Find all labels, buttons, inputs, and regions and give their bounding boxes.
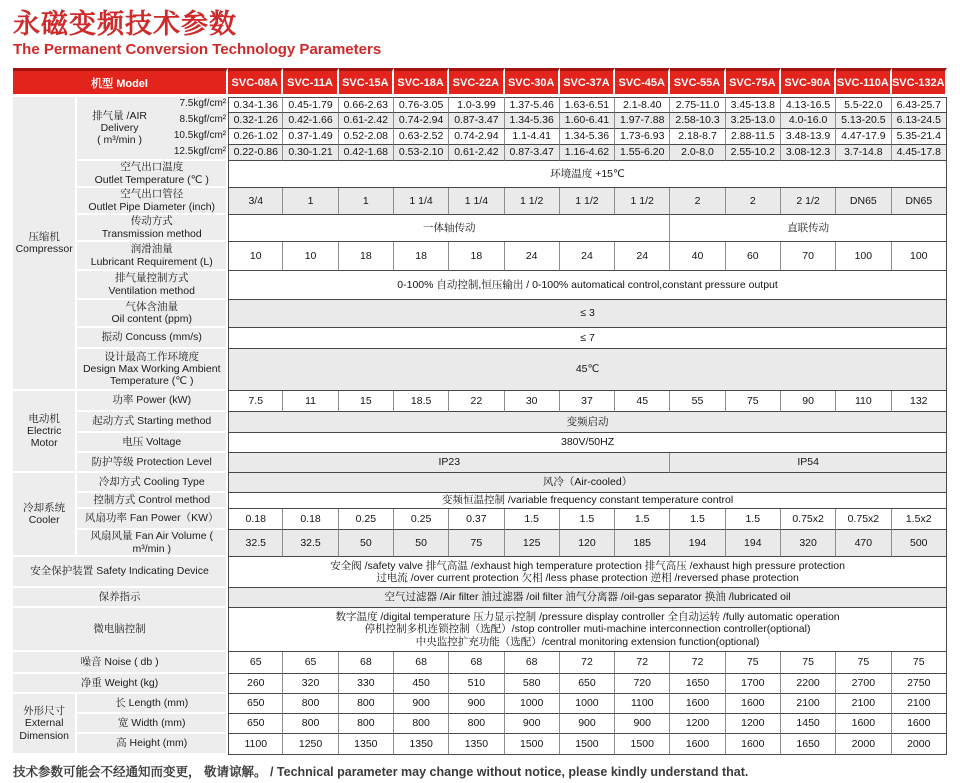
model-header-cell: 机型 Model <box>13 68 228 97</box>
table-row <box>13 271 947 300</box>
value-cell-height: 1500 <box>505 734 560 755</box>
table-row <box>13 215 947 242</box>
value-cell-starting: 变频启动 <box>228 412 947 433</box>
group-label-dimension: 外形尺寸 External Dimension <box>13 694 77 755</box>
value-cell-power: 11 <box>283 391 338 412</box>
value-cell-length: 900 <box>394 694 449 714</box>
value-cell-fan_power: 0.18 <box>283 509 338 530</box>
value-cell-lubricant: 24 <box>560 242 615 271</box>
value-cell-air3: 2.0-8.0 <box>670 145 725 161</box>
value-cell-air2: 0.37-1.49 <box>283 129 338 145</box>
model-header: SVC-132A <box>892 68 948 97</box>
value-cell-pipe: 1 1/2 <box>505 188 560 215</box>
table-row <box>13 412 947 433</box>
value-cell-pipe: DN65 <box>836 188 891 215</box>
value-cell-power: 18.5 <box>394 391 449 412</box>
value-cell-pipe: 3/4 <box>228 188 283 215</box>
value-cell-length: 1100 <box>615 694 670 714</box>
group-label-compressor: 压缩机 Compressor <box>13 97 77 391</box>
value-cell-width: 800 <box>449 714 504 734</box>
value-cell-width: 800 <box>339 714 394 734</box>
value-cell-fan_power: 1.5 <box>615 509 670 530</box>
value-cell-pipe: 1 <box>283 188 338 215</box>
value-cell-air2: 1.73-6.93 <box>615 129 670 145</box>
value-cell-air3: 0.42-1.68 <box>339 145 394 161</box>
value-cell-air3: 1.55-6.20 <box>615 145 670 161</box>
value-cell-weight: 2700 <box>836 674 891 694</box>
model-header: SVC-110A <box>836 68 891 97</box>
value-cell-air0: 4.13-16.5 <box>781 97 836 113</box>
value-cell-air2: 0.26-1.02 <box>228 129 283 145</box>
value-cell-noise: 68 <box>449 652 504 674</box>
value-cell-micro: 数字温度 /digital temperature 压力显示控制 /pressure display controller 全自动运转 /fully automatic operation 停机控制多机连锁控制（选配）/stop controller muti-machine interconnection controller(optional) 中央监控扩充功能（选配）/central monitoring extension function(optional) <box>228 608 947 652</box>
value-cell-noise: 72 <box>560 652 615 674</box>
value-cell-fan_volume: 75 <box>449 530 504 557</box>
value-cell-air3: 0.61-2.42 <box>449 145 504 161</box>
table-row <box>13 652 947 674</box>
value-cell-lubricant: 70 <box>781 242 836 271</box>
value-cell-width: 1450 <box>781 714 836 734</box>
value-cell-air3: 0.87-3.47 <box>505 145 560 161</box>
page-title: 永磁变频技术参数 <box>13 9 237 39</box>
value-cell-fan_volume: 194 <box>726 530 781 557</box>
value-cell-height: 1600 <box>726 734 781 755</box>
model-header: SVC-37A <box>560 68 615 97</box>
value-cell-length: 2100 <box>781 694 836 714</box>
value-cell-air0: 2.1-8.40 <box>615 97 670 113</box>
value-cell-air0: 0.34-1.36 <box>228 97 283 113</box>
value-cell-noise: 75 <box>781 652 836 674</box>
row-label-fan_volume: 风扇风量 Fan Air Volume ( m³/min ) <box>77 530 228 557</box>
model-header: SVC-90A <box>781 68 836 97</box>
value-cell-power: 75 <box>726 391 781 412</box>
table-row <box>13 473 947 493</box>
value-cell-air2: 0.74-2.94 <box>449 129 504 145</box>
row-label-safety: 安全保护装置 Safety Indicating Device <box>13 557 228 588</box>
value-cell-pipe: 1 1/2 <box>615 188 670 215</box>
table-row <box>13 530 947 557</box>
value-cell-air0: 0.76-3.05 <box>394 97 449 113</box>
value-cell-fan_power: 1.5 <box>726 509 781 530</box>
value-cell-protection: IP23 <box>228 453 670 473</box>
value-cell-pipe: 1 1/4 <box>449 188 504 215</box>
group-label-cooler: 冷却系统 Cooler <box>13 473 77 557</box>
row-label-air-delivery: 排气量 /AIR Delivery ( m³/min ) <box>77 97 163 161</box>
value-cell-air3: 0.30-1.21 <box>283 145 338 161</box>
value-cell-height: 1650 <box>781 734 836 755</box>
value-cell-air2: 2.88-11.5 <box>726 129 781 145</box>
value-cell-air2: 0.52-2.08 <box>339 129 394 145</box>
value-cell-height: 2000 <box>836 734 891 755</box>
value-cell-height: 1500 <box>615 734 670 755</box>
value-cell-air0: 6.43-25.7 <box>892 97 948 113</box>
value-cell-weight: 2750 <box>892 674 948 694</box>
value-cell-weight: 260 <box>228 674 283 694</box>
value-cell-air1: 0.42-1.66 <box>283 113 338 129</box>
row-label-oil: 气体含油量 Oil content (ppm) <box>77 300 228 328</box>
value-cell-lubricant: 10 <box>283 242 338 271</box>
value-cell-noise: 68 <box>505 652 560 674</box>
value-cell-length: 1000 <box>560 694 615 714</box>
row-label-concuss: 振动 Concuss (mm/s) <box>77 328 228 349</box>
value-cell-power: 15 <box>339 391 394 412</box>
value-cell-power: 55 <box>670 391 725 412</box>
value-cell-noise: 65 <box>228 652 283 674</box>
table-row <box>13 694 947 714</box>
value-cell-pipe: 2 <box>726 188 781 215</box>
value-cell-air3: 2.55-10.2 <box>726 145 781 161</box>
value-cell-lubricant: 24 <box>615 242 670 271</box>
value-cell-weight: 650 <box>560 674 615 694</box>
row-label-height: 高 Height (mm) <box>77 734 228 755</box>
row-label-fan_power: 风扇功率 Fan Power（KW） <box>77 509 228 530</box>
value-cell-air3: 3.7-14.8 <box>836 145 891 161</box>
value-cell-fan_power: 0.75x2 <box>781 509 836 530</box>
page-subtitle: The Permanent Conversion Technology Parameters <box>13 41 382 59</box>
value-cell-fan_power: 1.5 <box>670 509 725 530</box>
value-cell-fan_volume: 120 <box>560 530 615 557</box>
row-label-control: 控制方式 Control method <box>77 493 228 509</box>
value-cell-length: 900 <box>449 694 504 714</box>
value-cell-noise: 65 <box>283 652 338 674</box>
value-cell-height: 1350 <box>449 734 504 755</box>
value-cell-air0: 0.66-2.63 <box>339 97 394 113</box>
table-row <box>13 493 947 509</box>
model-header: SVC-30A <box>505 68 560 97</box>
table-row <box>13 188 947 215</box>
value-cell-power: 37 <box>560 391 615 412</box>
table-row <box>13 714 947 734</box>
value-cell-width: 900 <box>560 714 615 734</box>
value-cell-air1: 1.97-7.88 <box>615 113 670 129</box>
value-cell-air1: 6.13-24.5 <box>892 113 948 129</box>
value-cell-air0: 1.0-3.99 <box>449 97 504 113</box>
value-cell-fan_volume: 32.5 <box>228 530 283 557</box>
value-cell-fan_volume: 185 <box>615 530 670 557</box>
value-cell-lubricant: 18 <box>449 242 504 271</box>
pressure-label: 10.5kgf/cm² <box>164 129 228 145</box>
value-cell-lubricant: 40 <box>670 242 725 271</box>
row-label-power: 功率 Power (kW) <box>77 391 228 412</box>
value-cell-lubricant: 60 <box>726 242 781 271</box>
table-row <box>13 97 947 113</box>
value-cell-air1: 2.58-10.3 <box>670 113 725 129</box>
value-cell-width: 650 <box>228 714 283 734</box>
value-cell-weight: 2200 <box>781 674 836 694</box>
value-cell-air1: 1.60-6.41 <box>560 113 615 129</box>
value-cell-noise: 75 <box>726 652 781 674</box>
value-cell-air3: 3.08-12.3 <box>781 145 836 161</box>
value-cell-air2: 2.18-8.7 <box>670 129 725 145</box>
value-cell-fan_power: 0.37 <box>449 509 504 530</box>
value-cell-cooling: 风冷（Air-cooled） <box>228 473 947 493</box>
table-row <box>13 608 947 652</box>
value-cell-noise: 75 <box>892 652 948 674</box>
value-cell-pipe: 1 1/2 <box>560 188 615 215</box>
value-cell-fan_volume: 50 <box>339 530 394 557</box>
model-header: SVC-75A <box>726 68 781 97</box>
value-cell-noise: 75 <box>836 652 891 674</box>
value-cell-fan_volume: 500 <box>892 530 948 557</box>
value-cell-length: 650 <box>228 694 283 714</box>
row-label-noise: 噪音 Noise ( db ) <box>13 652 228 674</box>
value-cell-length: 1600 <box>670 694 725 714</box>
value-cell-lubricant: 100 <box>892 242 948 271</box>
table-row <box>13 161 947 188</box>
row-label-protection: 防护等级 Protection Level <box>77 453 228 473</box>
model-header: SVC-55A <box>670 68 725 97</box>
value-cell-lubricant: 18 <box>339 242 394 271</box>
value-cell-length: 2100 <box>892 694 948 714</box>
value-cell-air2: 4.47-17.9 <box>836 129 891 145</box>
value-cell-height: 1250 <box>283 734 338 755</box>
value-cell-width: 800 <box>283 714 338 734</box>
value-cell-air0: 3.45-13.8 <box>726 97 781 113</box>
value-cell-height: 1600 <box>670 734 725 755</box>
pressure-label: 8.5kgf/cm² <box>164 113 228 129</box>
value-cell-width: 1600 <box>892 714 948 734</box>
value-cell-air2: 5.35-21.4 <box>892 129 948 145</box>
value-cell-maintenance: 空气过滤器 /Air filter 油过滤器 /oil filter 油气分离器 /oil-gas separator 换油 /lubricated oil <box>228 588 947 608</box>
value-cell-pipe: 1 1/4 <box>394 188 449 215</box>
table-row <box>13 557 947 588</box>
value-cell-power: 7.5 <box>228 391 283 412</box>
value-cell-noise: 72 <box>615 652 670 674</box>
spec-table-body <box>13 97 947 755</box>
value-cell-lubricant: 18 <box>394 242 449 271</box>
value-cell-fan_power: 0.25 <box>339 509 394 530</box>
value-cell-design_max: 45℃ <box>228 349 947 391</box>
value-cell-pipe: DN65 <box>892 188 948 215</box>
row-label-micro: 微电脑控制 <box>13 608 228 652</box>
value-cell-outlet_temp: 环境温度 +15℃ <box>228 161 947 188</box>
row-label-voltage: 电压 Voltage <box>77 433 228 453</box>
value-cell-air2: 0.63-2.52 <box>394 129 449 145</box>
value-cell-pipe: 2 <box>670 188 725 215</box>
value-cell-power: 45 <box>615 391 670 412</box>
value-cell-noise: 72 <box>670 652 725 674</box>
table-row <box>13 734 947 755</box>
table-row <box>13 509 947 530</box>
row-label-length: 长 Length (mm) <box>77 694 228 714</box>
model-header: SVC-18A <box>394 68 449 97</box>
row-label-starting: 起动方式 Starting method <box>77 412 228 433</box>
value-cell-power: 30 <box>505 391 560 412</box>
table-row <box>13 328 947 349</box>
value-cell-fan_power: 1.5 <box>560 509 615 530</box>
value-cell-power: 110 <box>836 391 891 412</box>
value-cell-lubricant: 100 <box>836 242 891 271</box>
value-cell-weight: 320 <box>283 674 338 694</box>
value-cell-air1: 3.25-13.0 <box>726 113 781 129</box>
value-cell-air3: 1.16-4.62 <box>560 145 615 161</box>
pressure-label: 7.5kgf/cm² <box>164 97 228 113</box>
value-cell-width: 1200 <box>726 714 781 734</box>
value-cell-voltage: 380V/50HZ <box>228 433 947 453</box>
value-cell-fan_volume: 32.5 <box>283 530 338 557</box>
row-label-maintenance: 保养指示 <box>13 588 228 608</box>
value-cell-weight: 330 <box>339 674 394 694</box>
pressure-label: 12.5kgf/cm² <box>164 145 228 161</box>
value-cell-control: 变频恒温控制 /variable frequency constant temperature control <box>228 493 947 509</box>
value-cell-safety: 安全阀 /safety valve 排气高温 /exhaust high temperature protection 排气高压 /exhaust high pressure protection 过电流 /over current protection 欠相 /less phase protection 逆相 /reversed phase protection <box>228 557 947 588</box>
value-cell-air0: 1.37-5.46 <box>505 97 560 113</box>
table-row <box>13 300 947 328</box>
value-cell-protection: IP54 <box>670 453 947 473</box>
value-cell-weight: 1650 <box>670 674 725 694</box>
value-cell-lubricant: 24 <box>505 242 560 271</box>
row-label-pipe: 空气出口管径 Outlet Pipe Diameter (inch) <box>77 188 228 215</box>
value-cell-air1: 0.32-1.26 <box>228 113 283 129</box>
model-header: SVC-11A <box>283 68 338 97</box>
value-cell-height: 1100 <box>228 734 283 755</box>
value-cell-air2: 1.34-5.36 <box>560 129 615 145</box>
value-cell-height: 1350 <box>339 734 394 755</box>
value-cell-length: 800 <box>283 694 338 714</box>
value-cell-concuss: ≤ 7 <box>228 328 947 349</box>
value-cell-fan_volume: 125 <box>505 530 560 557</box>
value-cell-air1: 5.13-20.5 <box>836 113 891 129</box>
value-cell-air0: 5.5-22.0 <box>836 97 891 113</box>
footnote-zh: 技术参数可能会不经通知而变更， 敬请谅解。 <box>13 764 267 779</box>
table-row <box>13 453 947 473</box>
model-header-row <box>13 68 947 97</box>
row-label-cooling: 冷却方式 Cooling Type <box>77 473 228 493</box>
value-cell-transmission: 一体轴传动 <box>228 215 670 242</box>
row-label-ventilation: 排气量控制方式 Ventilation method <box>77 271 228 300</box>
value-cell-fan_power: 0.25 <box>394 509 449 530</box>
model-header: SVC-22A <box>449 68 504 97</box>
value-cell-air1: 4.0-16.0 <box>781 113 836 129</box>
value-cell-oil: ≤ 3 <box>228 300 947 328</box>
table-row <box>13 391 947 412</box>
value-cell-air1: 0.74-2.94 <box>394 113 449 129</box>
value-cell-fan_power: 1.5x2 <box>892 509 948 530</box>
value-cell-fan_power: 0.75x2 <box>836 509 891 530</box>
value-cell-height: 1350 <box>394 734 449 755</box>
value-cell-ventilation: 0-100% 自动控制,恒压输出 / 0-100% automatical control,constant pressure output <box>228 271 947 300</box>
value-cell-air3: 0.53-2.10 <box>394 145 449 161</box>
table-row <box>13 242 947 271</box>
value-cell-transmission: 直联传动 <box>670 215 947 242</box>
value-cell-air0: 0.45-1.79 <box>283 97 338 113</box>
row-label-transmission: 传动方式 Transmission method <box>77 215 228 242</box>
value-cell-length: 1000 <box>505 694 560 714</box>
value-cell-fan_power: 0.18 <box>228 509 283 530</box>
value-cell-air3: 4.45-17.8 <box>892 145 948 161</box>
value-cell-fan_volume: 194 <box>670 530 725 557</box>
value-cell-width: 1200 <box>670 714 725 734</box>
value-cell-width: 900 <box>615 714 670 734</box>
value-cell-width: 1600 <box>836 714 891 734</box>
row-label-lubricant: 润滑油量 Lubricant Requirement (L) <box>77 242 228 271</box>
value-cell-noise: 68 <box>394 652 449 674</box>
value-cell-fan_volume: 320 <box>781 530 836 557</box>
value-cell-height: 2000 <box>892 734 948 755</box>
value-cell-weight: 720 <box>615 674 670 694</box>
value-cell-air1: 0.61-2.42 <box>339 113 394 129</box>
value-cell-fan_volume: 470 <box>836 530 891 557</box>
value-cell-weight: 510 <box>449 674 504 694</box>
model-header: SVC-08A <box>228 68 283 97</box>
value-cell-fan_volume: 50 <box>394 530 449 557</box>
value-cell-power: 22 <box>449 391 504 412</box>
value-cell-air2: 3.48-13.9 <box>781 129 836 145</box>
value-cell-weight: 450 <box>394 674 449 694</box>
value-cell-air0: 2.75-11.0 <box>670 97 725 113</box>
value-cell-width: 900 <box>505 714 560 734</box>
value-cell-weight: 1700 <box>726 674 781 694</box>
value-cell-noise: 68 <box>339 652 394 674</box>
value-cell-power: 90 <box>781 391 836 412</box>
footnote-en: / Technical parameter may change without notice, please kindly understand that. <box>269 764 749 779</box>
value-cell-length: 1600 <box>726 694 781 714</box>
value-cell-pipe: 2 1/2 <box>781 188 836 215</box>
row-label-design_max: 设计最高工作环境度 Design Max Working Ambient Temperature (℃ ) <box>77 349 228 391</box>
value-cell-air2: 1.1-4.41 <box>505 129 560 145</box>
group-label-motor: 电动机 Electric Motor <box>13 391 77 473</box>
value-cell-pipe: 1 <box>339 188 394 215</box>
row-label-outlet_temp: 空气出口温度 Outlet Temperature (℃ ) <box>77 161 228 188</box>
row-label-width: 宽 Width (mm) <box>77 714 228 734</box>
value-cell-weight: 580 <box>505 674 560 694</box>
value-cell-power: 132 <box>892 391 948 412</box>
table-row <box>13 349 947 391</box>
model-header: SVC-15A <box>339 68 394 97</box>
value-cell-air1: 0.87-3.47 <box>449 113 504 129</box>
value-cell-width: 800 <box>394 714 449 734</box>
row-label-weight: 净重 Weight (kg) <box>13 674 228 694</box>
footnote <box>13 762 947 780</box>
value-cell-length: 800 <box>339 694 394 714</box>
value-cell-air0: 1.63-6.51 <box>560 97 615 113</box>
value-cell-air1: 1.34-5.36 <box>505 113 560 129</box>
table-row <box>13 433 947 453</box>
table-row <box>13 674 947 694</box>
table-row <box>13 588 947 608</box>
value-cell-air3: 0.22-0.86 <box>228 145 283 161</box>
value-cell-length: 2100 <box>836 694 891 714</box>
spec-table <box>13 68 947 755</box>
value-cell-height: 1500 <box>560 734 615 755</box>
model-header: SVC-45A <box>615 68 670 97</box>
value-cell-fan_power: 1.5 <box>505 509 560 530</box>
value-cell-lubricant: 10 <box>228 242 283 271</box>
